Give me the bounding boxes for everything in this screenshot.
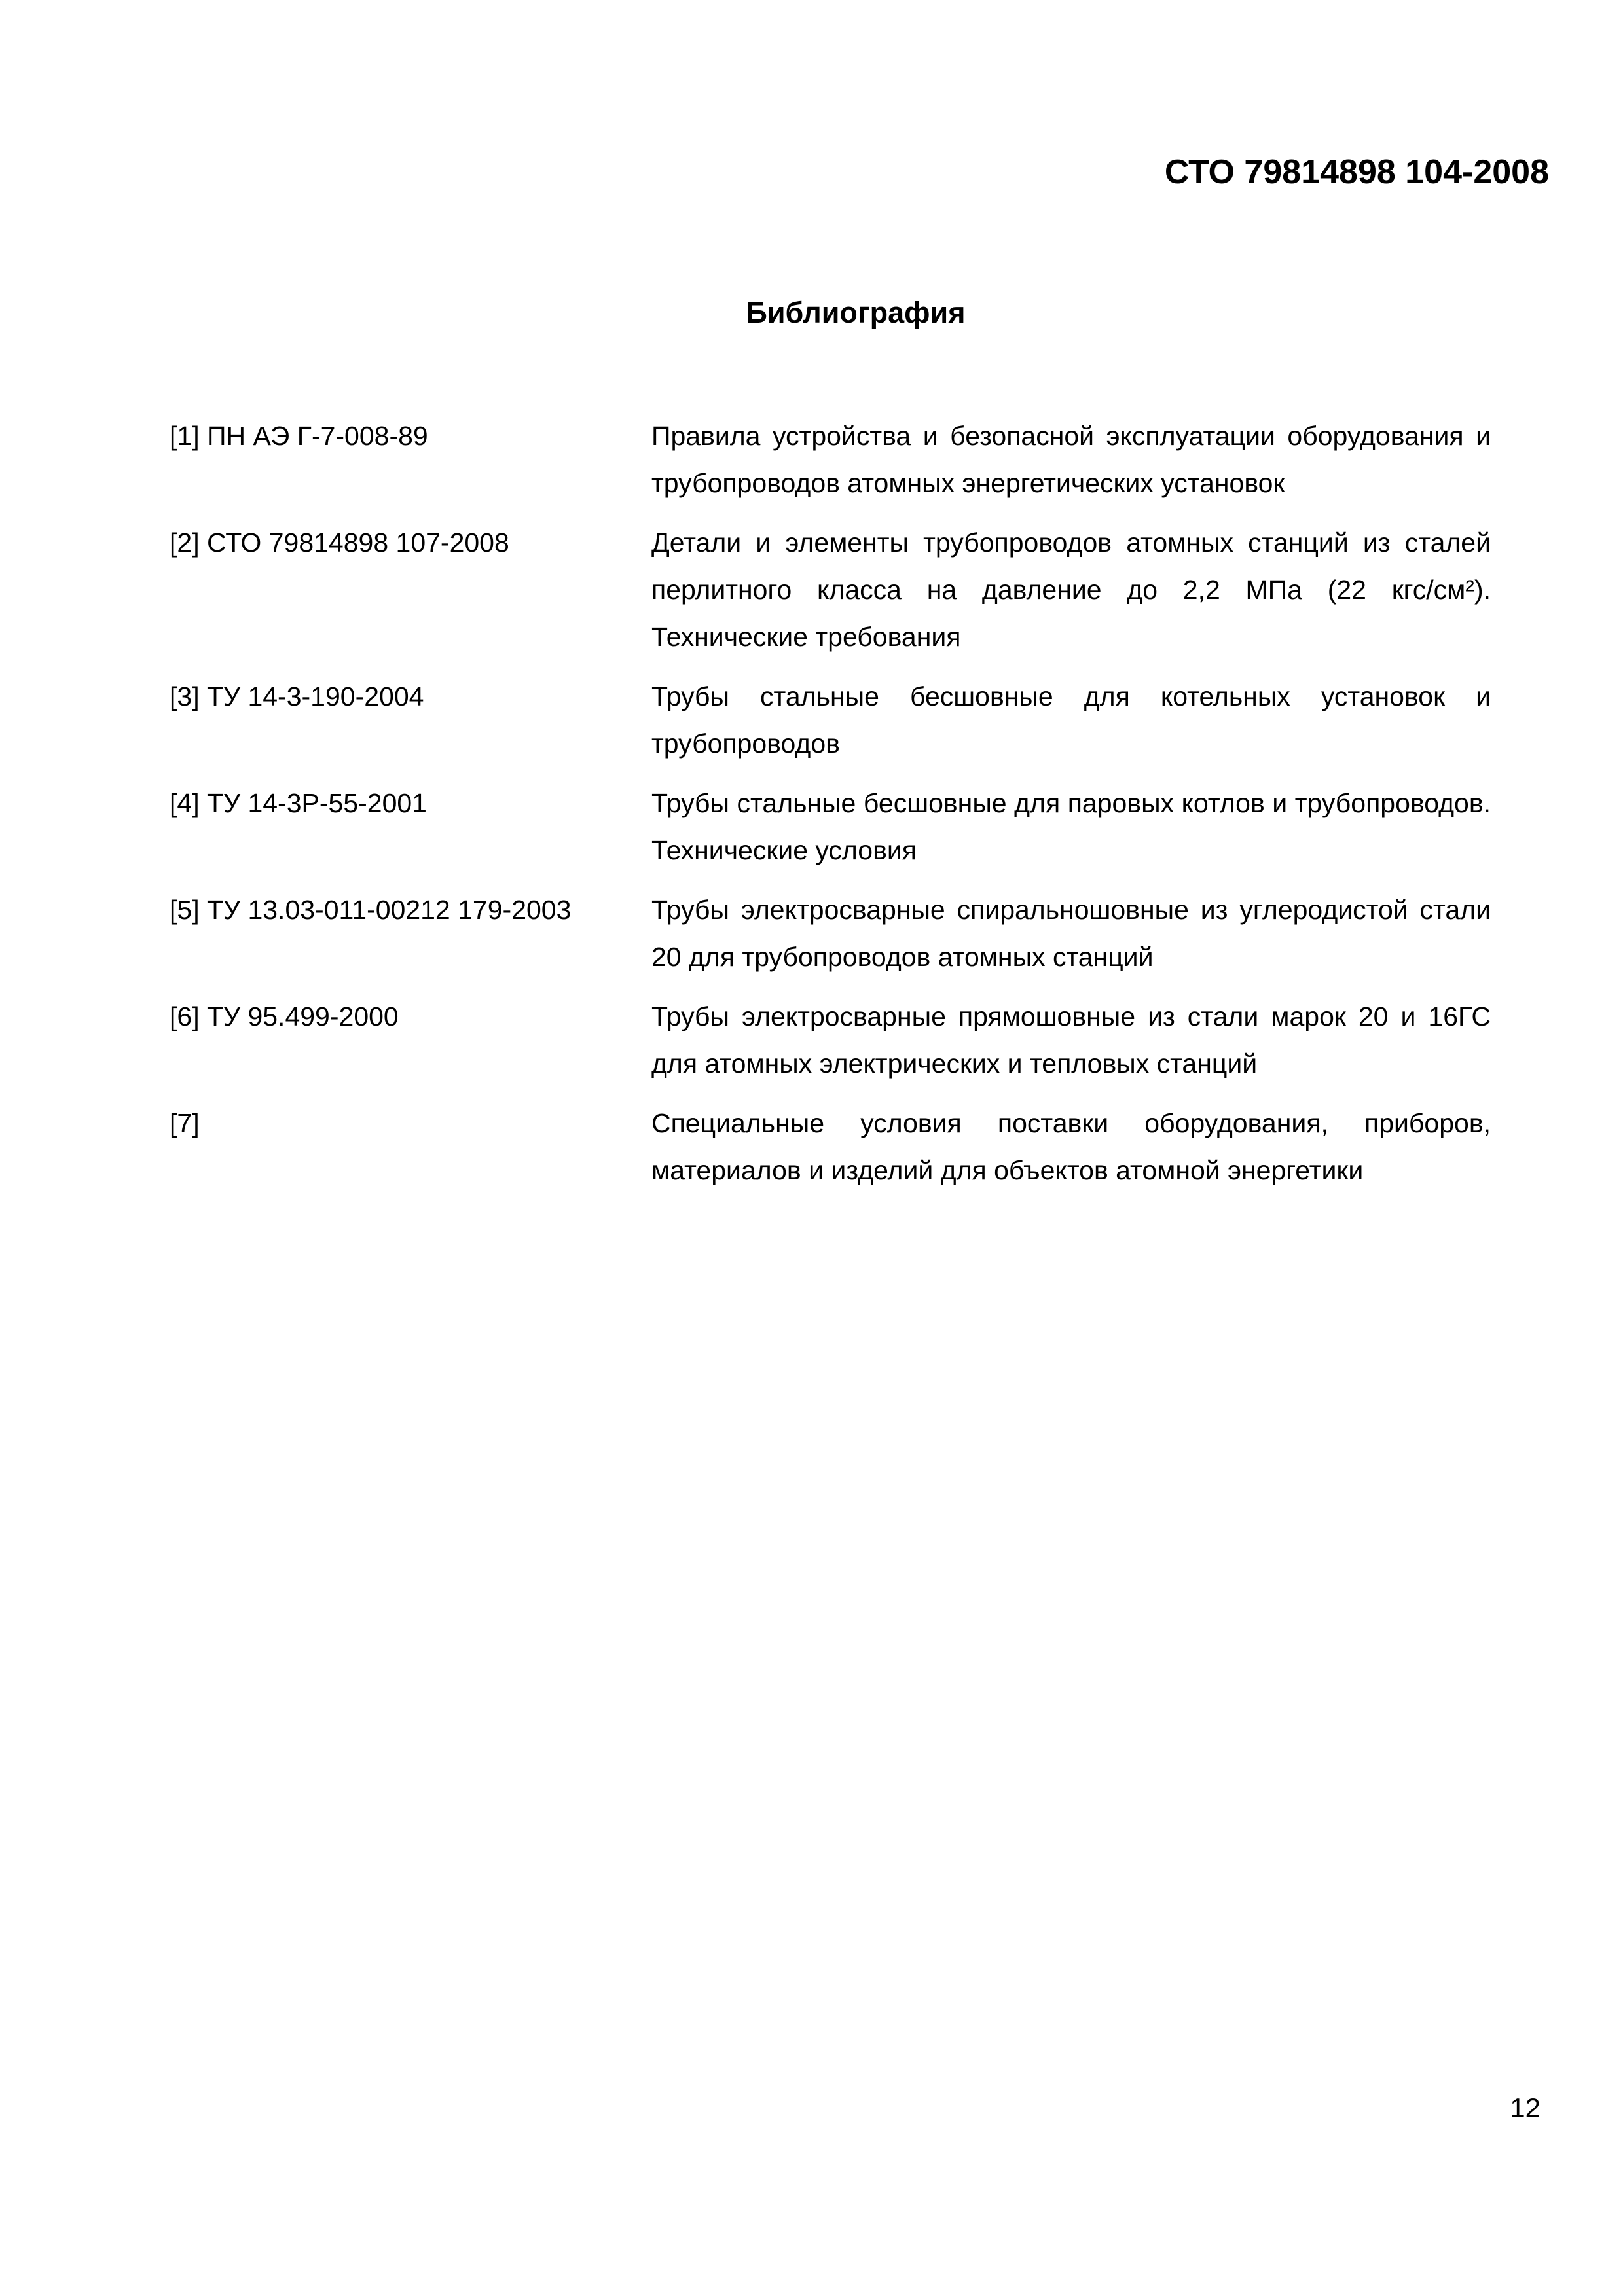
bibliography-description: Правила устройства и безопасной эксплуатации оборудования и трубопроводов атомных энергетических установок [651, 421, 1491, 498]
bibliography-entry [170, 993, 1491, 1087]
bibliography-entry [170, 1100, 1491, 1194]
bibliography-list [170, 412, 1491, 1206]
bibliography-reference: [3] ТУ 14-3-190-2004 [170, 681, 424, 711]
bibliography-entry [170, 780, 1491, 874]
document-code: СТО 79814898 104-2008 [1164, 153, 1549, 191]
page-title: Библиография [746, 296, 966, 329]
bibliography-reference: [4] ТУ 14-3Р-55-2001 [170, 788, 427, 818]
bibliography-description: Трубы электросварные спиральношовные из углеродистой стали 20 для трубопроводов атомных станций [651, 895, 1491, 972]
page-number: 12 [1510, 2092, 1541, 2123]
bibliography-description: Специальные условия поставки оборудования, приборов, материалов и изделий для объектов атомной энергетики [651, 1108, 1491, 1185]
bibliography-entry [170, 412, 1491, 507]
bibliography-reference: [6] ТУ 95.499-2000 [170, 1001, 399, 1031]
bibliography-reference: [2] СТО 79814898 107-2008 [170, 528, 509, 558]
bibliography-description: Детали и элементы трубопроводов атомных станций из сталей перлитного класса на давление до 2,2 МПа (22 кгс/см²). Технические требования [651, 528, 1491, 652]
bibliography-entry [170, 519, 1491, 660]
bibliography-entry [170, 886, 1491, 980]
bibliography-reference: [7] [170, 1108, 200, 1138]
bibliography-reference: [1] ПН АЭ Г-7-008-89 [170, 421, 428, 451]
bibliography-description: Трубы стальные бесшовные для котельных установок и трубопроводов [651, 681, 1491, 759]
bibliography-entry [170, 673, 1491, 767]
bibliography-description: Трубы стальные бесшовные для паровых котлов и трубопроводов. Технические условия [651, 788, 1491, 865]
bibliography-description: Трубы электросварные прямошовные из стали марок 20 и 16ГС для атомных электрических и тепловых станций [651, 1001, 1491, 1079]
bibliography-reference: [5] ТУ 13.03-011-00212 179-2003 [170, 895, 572, 925]
